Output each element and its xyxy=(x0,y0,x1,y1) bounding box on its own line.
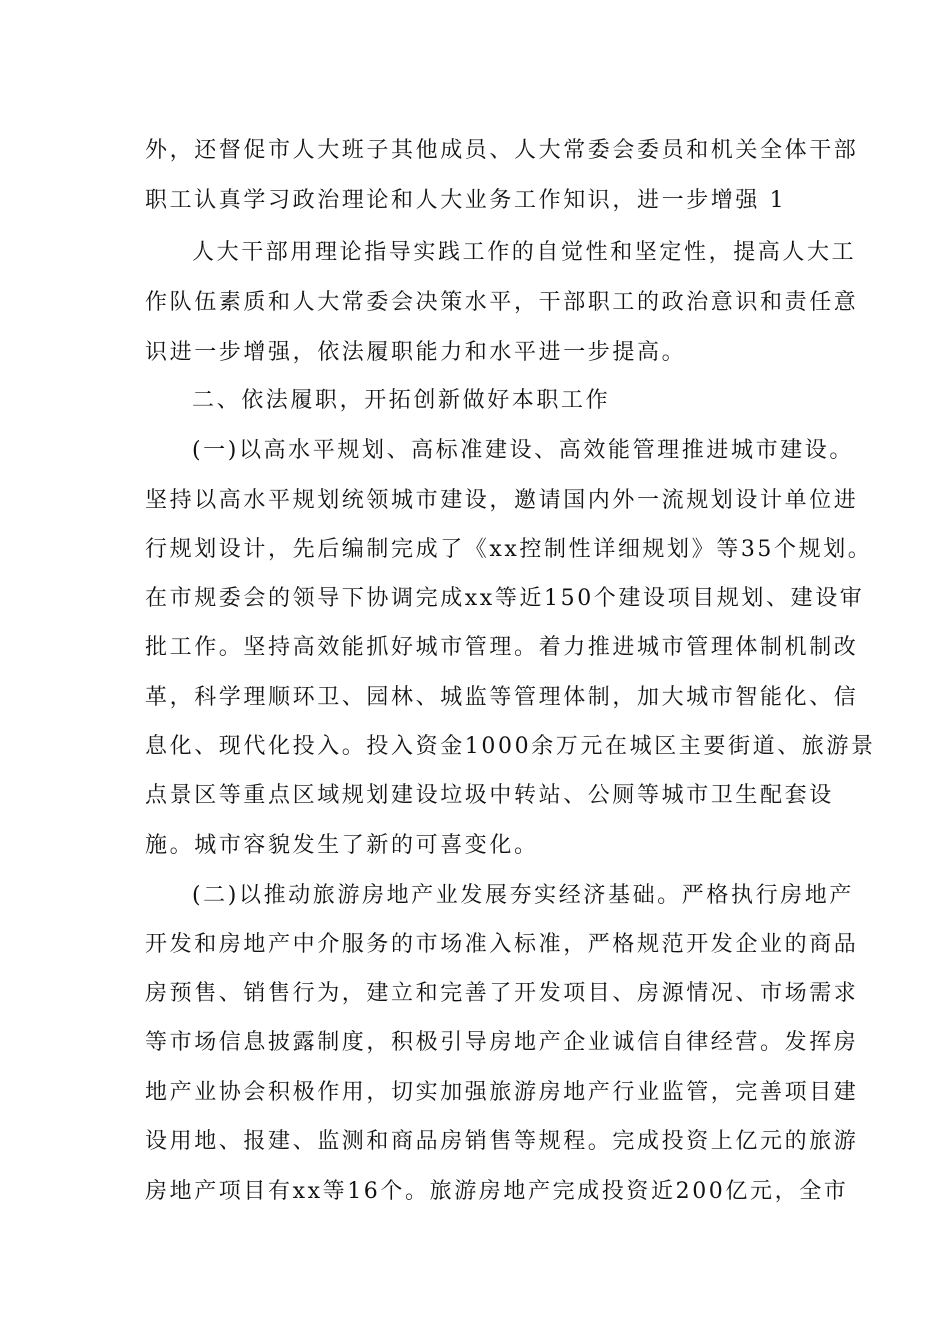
text-line: 坚持以高水平规划统领城市建设，邀请国内外一流规划设计单位进 xyxy=(145,488,859,513)
text-line: 识进一步增强，依法履职能力和水平进一步提高。 xyxy=(145,340,687,365)
text-line: 等市场信息披露制度，积极引导房地产企业诚信自律经营。发挥房 xyxy=(145,1030,859,1055)
text-line: 外，还督促市人大班子其他成员、人大常委会委员和机关全体干部 xyxy=(145,138,859,163)
text-line: 开发和房地产中介服务的市场准入标准，严格规范开发企业的商品 xyxy=(145,932,859,957)
text-line: 作队伍素质和人大常委会决策水平，干部职工的政治意识和责任意 xyxy=(145,290,859,315)
text-line: 设用地、报建、监测和商品房销售等规程。完成投资上亿元的旅游 xyxy=(145,1129,859,1154)
text-line: 点景区等重点区域规划建设垃圾中转站、公厕等城市卫生配套设 xyxy=(145,783,834,808)
text-line: 息化、现代化投入。投入资金1000余万元在城区主要街道、旅游景 xyxy=(145,734,876,759)
text-line: 行规划设计，先后编制完成了《xx控制性详细规划》等35个规划。 xyxy=(145,537,873,562)
section-heading: 二、依法履职，开拓创新做好本职工作 xyxy=(192,388,611,413)
subsection-heading: (一)以高水平规划、高标准建设、高效能管理推进城市建设。 xyxy=(192,438,854,463)
text-line: 批工作。坚持高效能抓好城市管理。着力推进城市管理体制机制改 xyxy=(145,635,859,660)
text-line: 房地产项目有xx等16个。旅游房地产完成投资近200亿元，全市 xyxy=(145,1179,849,1204)
text-line: 房预售、销售行为，建立和完善了开发项目、房源情况、市场需求 xyxy=(145,981,859,1006)
text-line: 施。城市容貌发生了新的可喜变化。 xyxy=(145,833,539,858)
text-line: 职工认真学习政治理论和人大业务工作知识，进一步增强 1 xyxy=(145,188,787,213)
text-line: 人大干部用理论指导实践工作的自觉性和坚定性，提高人大工 xyxy=(192,240,857,265)
text-line: 在市规委会的领导下协调完成xx等近150个建设项目规划、建设审 xyxy=(145,586,865,611)
subsection-heading: (二)以推动旅游房地产业发展夯实经济基础。严格执行房地产 xyxy=(192,883,854,908)
text-line: 地产业协会积极作用，切实加强旅游房地产行业监管，完善项目建 xyxy=(145,1080,859,1105)
text-line: 革，科学理顺环卫、园林、城监等管理体制，加大城市智能化、信 xyxy=(145,685,859,710)
